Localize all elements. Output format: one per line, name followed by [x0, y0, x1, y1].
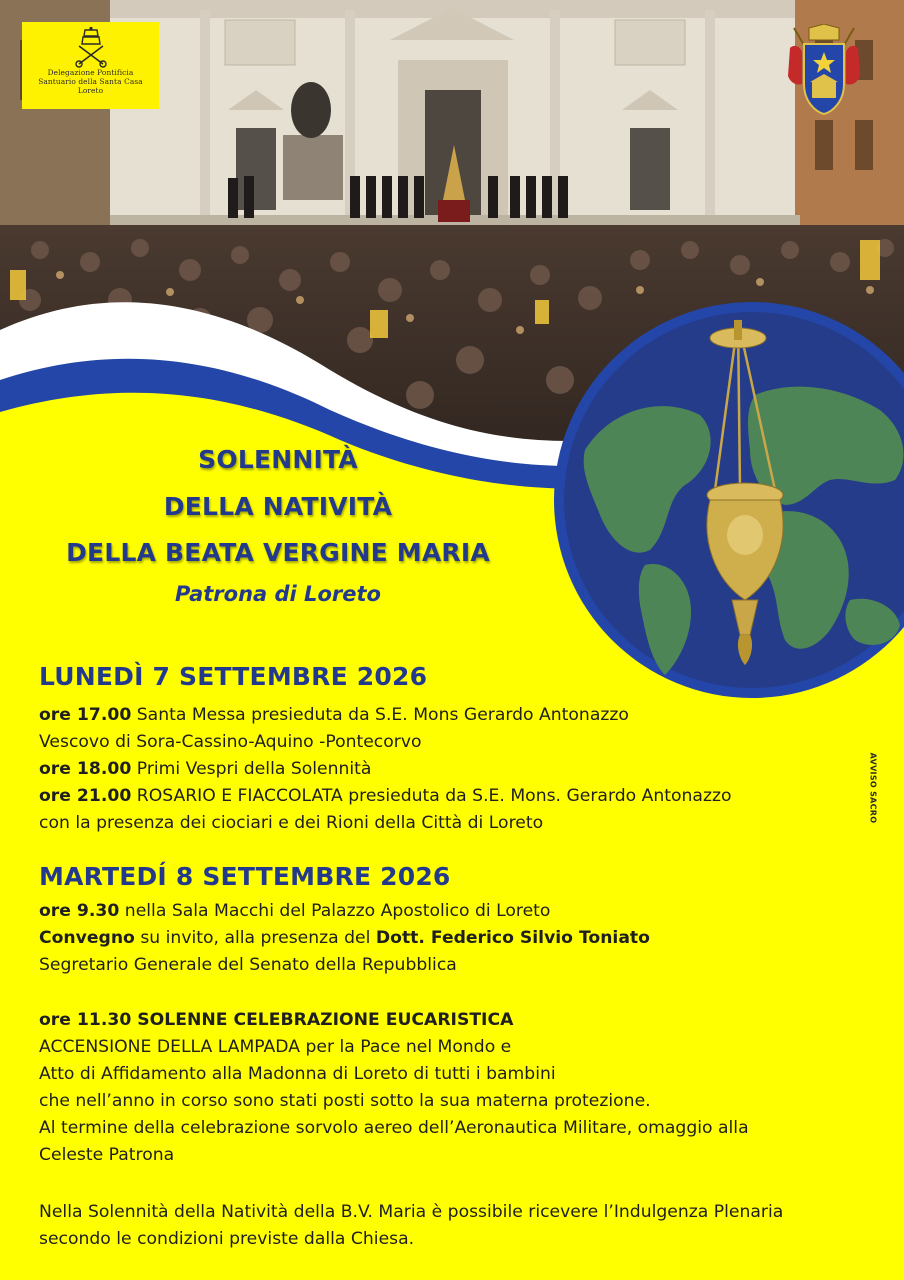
title-line-3: DELLA BEATA VERGINE MARIA	[66, 538, 490, 567]
mass-line-1: ACCENSIONE DELLA LAMPADA per la Pace nel Mondo e	[39, 1037, 512, 1057]
day2-schedule	[39, 898, 650, 979]
title-line-2: DELLA NATIVITÀ	[163, 492, 393, 521]
bishop-coat-of-arms-icon	[784, 24, 864, 116]
mass-heading	[39, 1007, 749, 1034]
mass-line-3: che nell’anno in corso sono stati posti sotto la sua materna protezione.	[39, 1091, 651, 1111]
day1-text-4: ROSARIO E FIACCOLATA presieduta da S.E. Mons. Gerardo Antonazzo	[131, 786, 732, 806]
papal-delegation-logo	[22, 22, 159, 109]
day2-guest-name: Dott. Federico Silvio Toniato	[375, 928, 650, 948]
title-line-1: SOLENNITÀ	[198, 445, 358, 474]
day1-time-4: ore 21.00	[39, 786, 132, 806]
day2-text-1: nella Sala Macchi del Palazzo Apostolico di Loreto	[119, 901, 551, 921]
side-label	[866, 747, 880, 829]
mass-line-5: Celeste Patrona	[39, 1145, 175, 1165]
footer-line-1: Nella Solennità della Natività della B.V. Maria è possibile ricevere l’Indulgenza Plenaria	[39, 1202, 784, 1222]
mass-line-4: Al termine della celebrazione sorvolo aereo dell’Aeronautica Militare, omaggio alla	[39, 1118, 749, 1138]
side-label-text: AVVISO SACRO	[868, 752, 878, 824]
footer-note	[39, 1199, 783, 1253]
world-globe-with-hanging-lamp-icon	[550, 300, 904, 704]
day1-line-4	[39, 783, 732, 810]
subtitle: Patrona di Loreto	[175, 582, 381, 606]
day2-line-3: Segretario Generale del Senato della Repubblica	[39, 955, 457, 975]
day1-time-1: ore 17.00	[39, 705, 132, 725]
day1-heading: LUNEDÌ 7 SETTEMBRE 2026	[39, 662, 428, 691]
day1-text-3: Primi Vespri della Solennità	[131, 759, 372, 779]
logo-line-2: Santuario della Santa Casa	[38, 77, 143, 86]
day2-time-1: ore 9.30	[39, 901, 120, 921]
papal-keys-tiara-icon	[71, 26, 111, 68]
day2-bold-convegno: Convegno	[39, 928, 135, 948]
mass-heading-text: ore 11.30 SOLENNE CELEBRAZIONE EUCARISTICA	[39, 1010, 514, 1030]
day2-text-2: su invito, alla presenza del	[134, 928, 376, 948]
day1-schedule	[39, 702, 732, 837]
logo-line-3: Loreto	[77, 86, 104, 95]
footer-line-2: secondo le condizioni previste dalla Chiesa.	[39, 1229, 415, 1249]
day1-line-2: Vescovo di Sora-Cassino-Aquino -Pontecorvo	[39, 732, 422, 752]
day1-time-3: ore 18.00	[39, 759, 132, 779]
day2-heading: MARTEDÍ 8 SETTEMBRE 2026	[39, 862, 451, 891]
day2-line-2	[39, 925, 650, 952]
day1-line-1	[39, 702, 732, 729]
day2-line-1	[39, 898, 650, 925]
mass-section	[39, 1007, 749, 1169]
mass-line-2: Atto di Affidamento alla Madonna di Loreto di tutti i bambini	[39, 1064, 556, 1084]
day1-line-5: con la presenza dei ciociari e dei Rioni della Città di Loreto	[39, 813, 544, 833]
day1-line-3	[39, 756, 732, 783]
day1-text-1: Santa Messa presieduta da S.E. Mons Gerardo Antonazzo	[131, 705, 629, 725]
logo-line-1: Delegazione Pontificia	[47, 68, 134, 77]
